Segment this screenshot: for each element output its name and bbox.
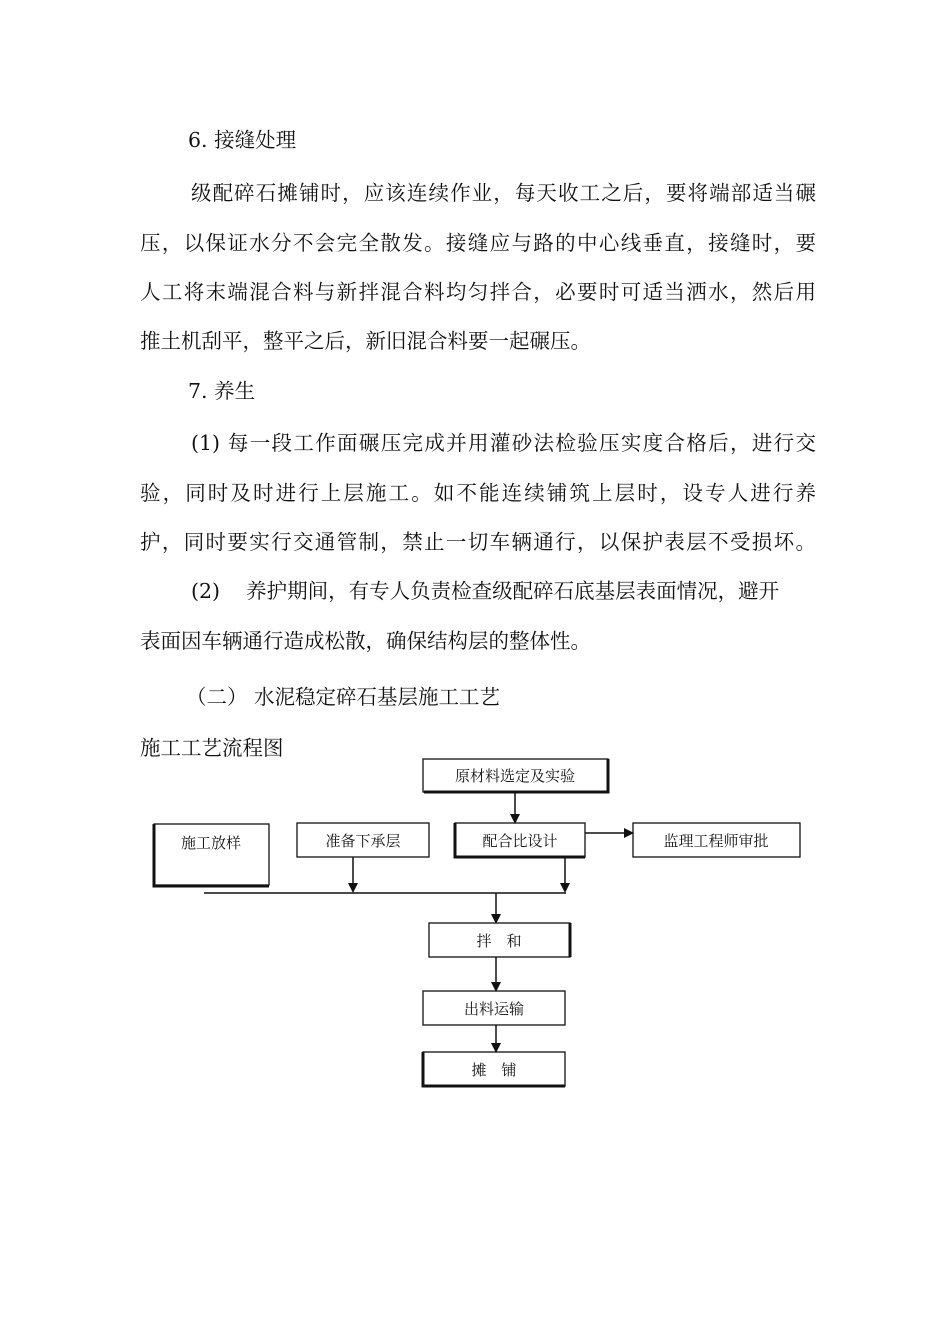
box-supervisor-label: 监理工程师审批	[663, 832, 769, 850]
section-heading-joint: 6. 接缝处理	[188, 128, 297, 152]
box-mix-design-label: 配合比设计	[482, 832, 558, 850]
box-paving-label: 摊 铺	[471, 1061, 517, 1079]
paragraph-line: 人工将末端混合料与新拌混合料均匀拌合，必要时可适当洒水，然后用	[140, 280, 816, 304]
box-mix-design	[455, 823, 585, 857]
paragraph-line: (2) 养护期间，有专人负责检查级配碎石底基层表面情况，避开	[191, 579, 780, 603]
box-layout-label: 施工放样	[180, 834, 242, 852]
paragraph-line: 推土机刮平，整平之后，新旧混合料要一起碾压。	[140, 329, 591, 353]
paragraph-line: 级配碎石摊铺时，应该连续作业，每天收工之后，要将端部适当碾	[191, 181, 816, 205]
paragraph-line: 表面因车辆通行造成松散，确保结构层的整体性。	[140, 629, 591, 653]
box-paving	[423, 1052, 565, 1086]
section-heading-cement: （二） 水泥稳定碎石基层施工工艺	[186, 685, 501, 709]
box-transport	[423, 991, 565, 1025]
paragraph-line: 护，同时要实行交通管制，禁止一切车辆通行，以保护表层不受损坏。	[140, 530, 816, 554]
box-raw-material	[423, 759, 608, 792]
box-transport-label: 出料运输	[463, 1000, 525, 1018]
box-supervisor	[633, 823, 800, 857]
paragraph-line: 压，以保证水分不会完全散发。接缝应与路的中心线垂直，接缝时，要	[140, 231, 816, 255]
section-heading-curing: 7. 养生	[188, 379, 256, 403]
box-prepare-label: 准备下承层	[325, 832, 401, 850]
box-mixing	[429, 923, 570, 957]
flowchart-title: 施工工艺流程图	[140, 736, 284, 760]
paragraph-line: (1) 每一段工作面碾压完成并用灌砂法检验压实度合格后，进行交	[191, 431, 816, 455]
paragraph-line: 验，同时及时进行上层施工。如不能连续铺筑上层时，设专人进行养	[140, 481, 816, 505]
box-layout	[154, 824, 269, 886]
box-mixing-label: 拌 和	[476, 932, 522, 950]
box-prepare	[297, 823, 429, 857]
box-raw-material-label: 原材料选定及实验	[454, 767, 576, 785]
